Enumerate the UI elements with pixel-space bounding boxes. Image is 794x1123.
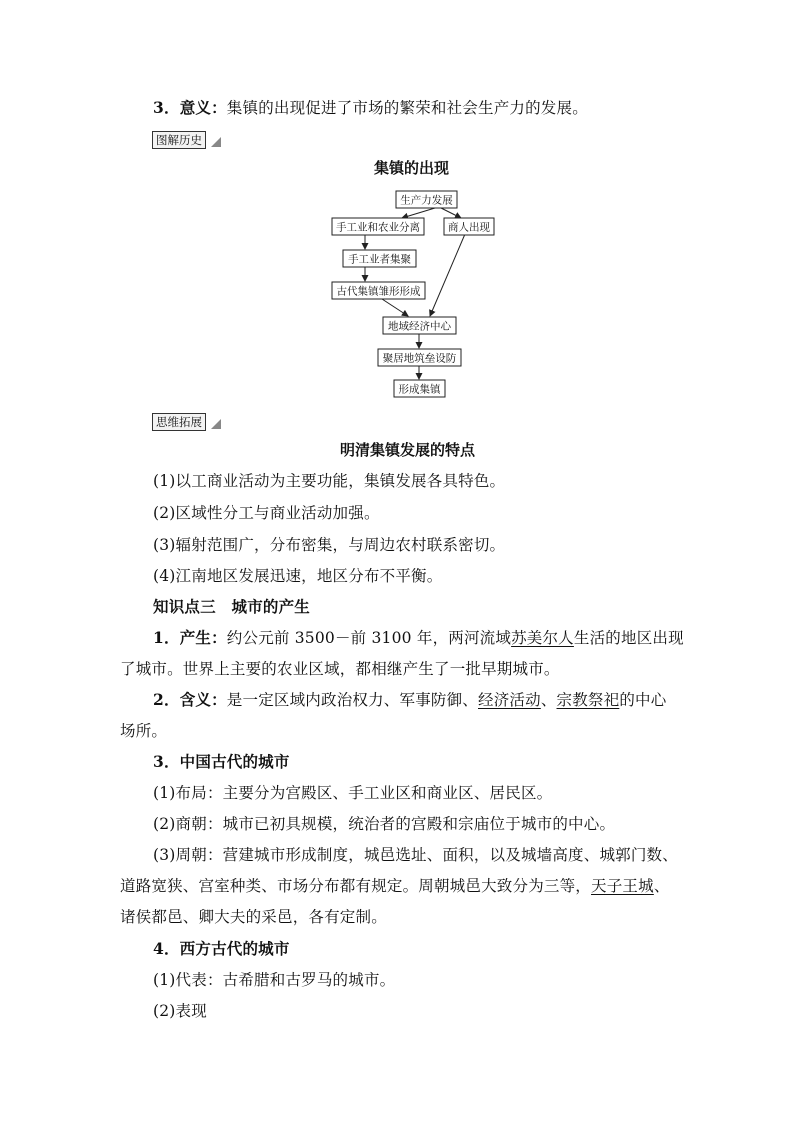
china-item-3-line-1: (3)周朝：营建城市形成制度，城邑选址、面积，以及城墙高度、城郭门数、 — [153, 846, 678, 864]
features-title: 明清集镇发展的特点 — [340, 441, 476, 459]
illustrated-history-tag: 图解历史 — [152, 131, 206, 149]
meaning-label: 意义： — [179, 98, 227, 117]
flow-node-n4 — [343, 250, 416, 267]
tag-corner-icon — [211, 419, 221, 429]
meaning2-text-a: 是一定区域内政治权力、军事防御、 — [226, 691, 478, 709]
china-item-3-line-3: 诸侯都邑、卿大夫的采邑，各有定制。 — [120, 908, 387, 926]
feature-item: (2)区域性分工与商业活动加强。 — [153, 504, 380, 522]
flow-node-n2-label: 手工业和农业分离 — [336, 221, 420, 234]
meaning2-line-2: 场所。 — [120, 722, 168, 740]
origin-line-1 — [153, 628, 684, 648]
flow-node-n3 — [444, 218, 494, 235]
arrow-n3-n6 — [430, 234, 465, 316]
flow-diagram — [320, 186, 500, 402]
flow-node-n6-label: 地域经济中心 — [388, 320, 451, 333]
feature-item: (4)江南地区发展迅速，地区分布不平衡。 — [153, 567, 443, 585]
section-heading: 知识点三 城市的产生 — [153, 597, 311, 616]
arrow-n1-n2 — [402, 208, 435, 218]
flow-node-n3-label: 商人出现 — [448, 221, 490, 234]
thinking-extension-tag: 思维拓展 — [152, 413, 206, 431]
meaning-number: 3． — [153, 98, 180, 117]
flow-node-n8-label: 形成集镇 — [398, 383, 441, 396]
feature-item: (3)辐射范围广，分布密集，与周边农村联系密切。 — [153, 536, 506, 554]
origin-text-a: 约公元前 3500－前 3100 年，两河流域 — [226, 629, 512, 647]
tag-corner-icon — [211, 137, 221, 147]
flow-node-n2 — [332, 218, 424, 235]
west-cities-heading: 4．西方古代的城市 — [153, 939, 290, 958]
west-item-2: (2)表现 — [153, 1002, 207, 1020]
flow-node-n5 — [332, 282, 425, 299]
flow-node-n5-label: 古代集镇雏形形成 — [336, 285, 421, 298]
origin-line-2: 了城市。世界上主要的农业区域，都相继产生了一批早期城市。 — [120, 660, 560, 678]
arrow-n5-n6 — [382, 299, 408, 316]
feature-item: (1)以工商业活动为主要功能，集镇发展各具特色。 — [153, 472, 506, 490]
flow-diagram-svg — [320, 186, 500, 402]
flow-node-n1 — [396, 191, 457, 208]
flow-node-n8 — [394, 380, 445, 397]
flow-node-n7-label: 聚居地筑垒设防 — [382, 352, 457, 365]
origin-number: 1． — [153, 628, 180, 647]
meaning2-label: 含义： — [179, 690, 227, 709]
china-item-3-line-2 — [120, 876, 670, 896]
china-cities-heading: 3．中国古代的城市 — [153, 752, 290, 771]
west-item-1: (1)代表：古希腊和古罗马的城市。 — [153, 971, 396, 989]
arrow-n1-n3 — [441, 208, 461, 218]
meaning2-sep: 、 — [540, 691, 557, 709]
origin-label: 产生： — [179, 628, 227, 647]
meaning2-underlined-1: 经济活动 — [478, 691, 541, 709]
flow-node-n7 — [378, 349, 461, 366]
china-item-2: (2)商朝：城市已初具规模，统治者的宫殿和宗庙位于城市的中心。 — [153, 815, 616, 833]
china-item-3-text-a: 道路宽狭、宫室种类、市场分布都有规定。周朝城邑大致分为三等， — [120, 877, 592, 895]
meaning-text: 集镇的出现促进了市场的繁荣和社会生产力的发展。 — [226, 99, 588, 117]
meaning2-number: 2． — [153, 690, 180, 709]
meaning2-line-1 — [153, 690, 666, 710]
china-item-3-text-c: 、 — [653, 877, 670, 895]
china-item-1: (1)布局：主要分为宫殿区、手工业区和商业区、居民区。 — [153, 784, 553, 802]
flow-node-n1-label: 生产力发展 — [400, 194, 453, 207]
meaning2-underlined-2: 宗教祭祀 — [556, 691, 620, 709]
meaning-line — [153, 98, 588, 118]
origin-text-b: 生活的地区出现 — [573, 629, 684, 647]
flow-title: 集镇的出现 — [374, 159, 450, 177]
origin-underlined: 苏美尔人 — [511, 629, 574, 647]
flow-node-n6 — [383, 317, 456, 334]
meaning2-text-b: 的中心 — [619, 691, 667, 709]
china-item-3-underlined: 天子王城 — [591, 877, 654, 895]
flow-node-n4-label: 手工业者集聚 — [348, 253, 411, 266]
